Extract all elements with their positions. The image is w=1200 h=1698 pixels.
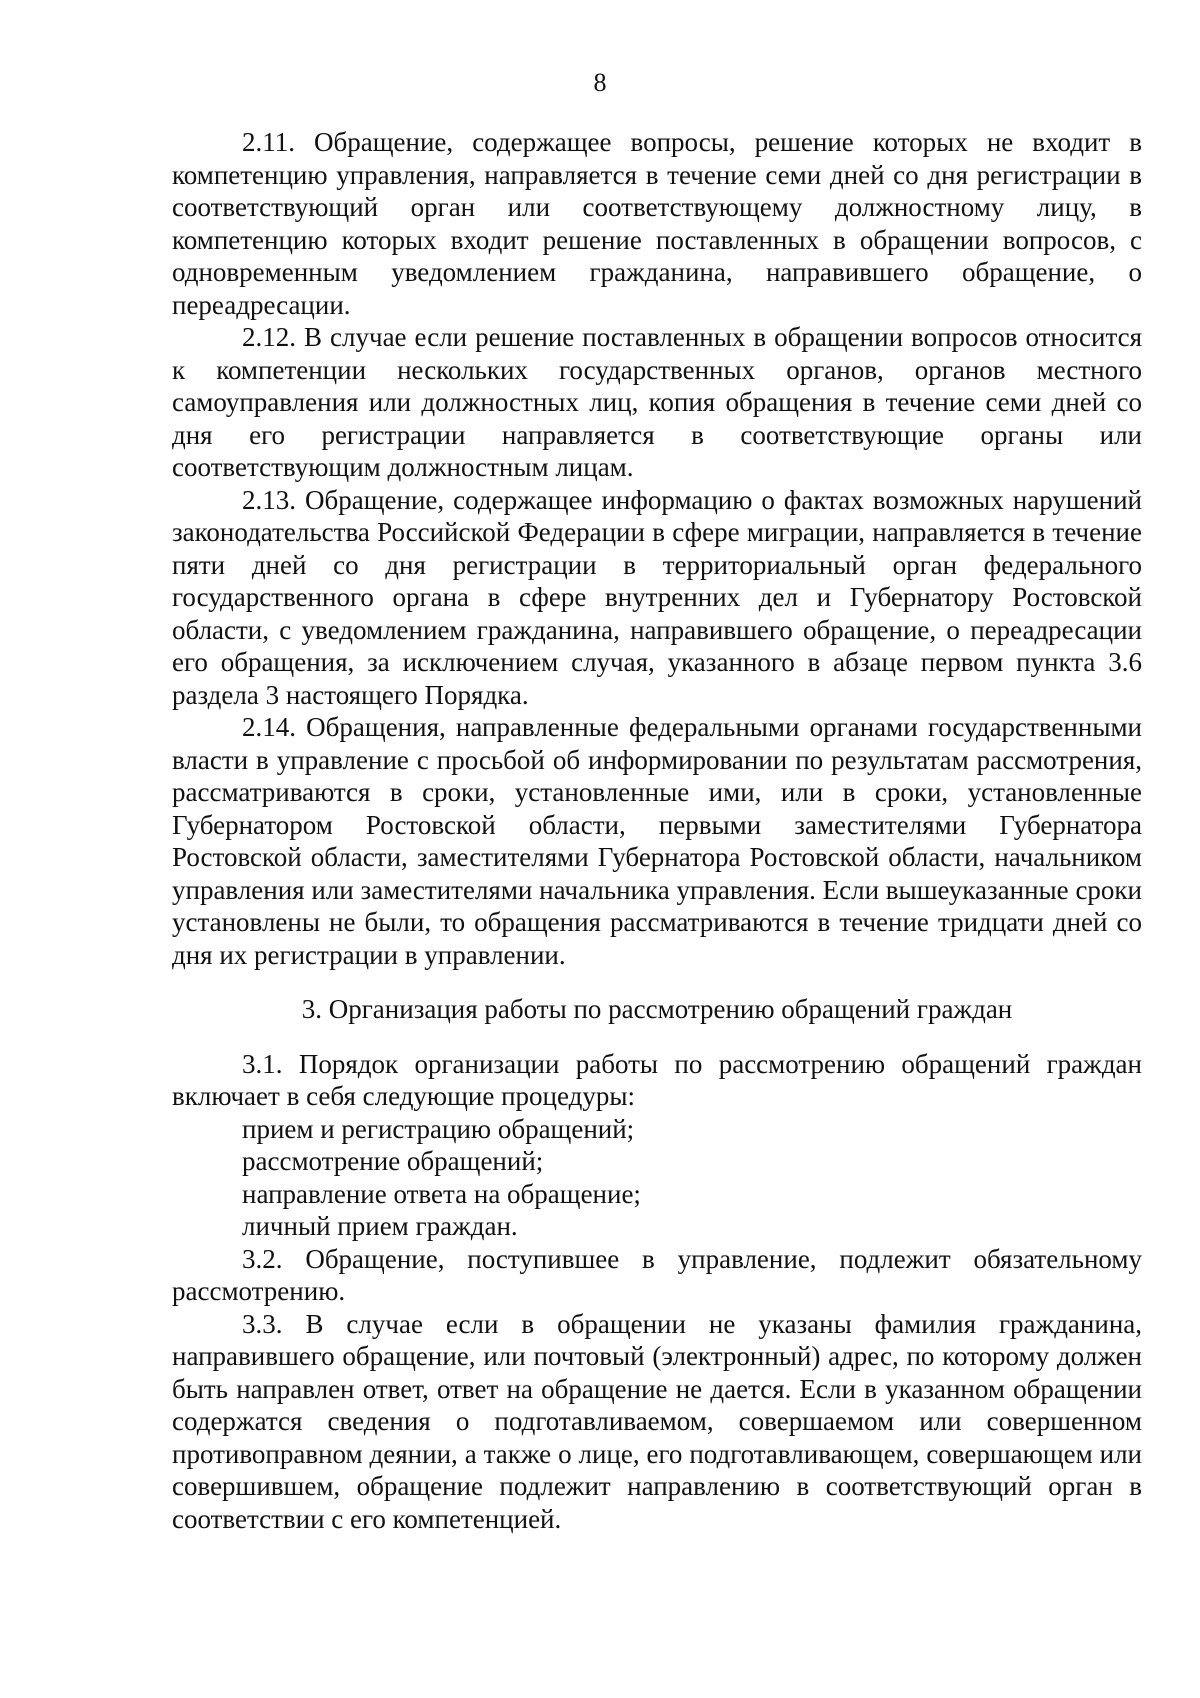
paragraph-3-3: 3.3. В случае если в обращении не указаны фамилия гражданина, направившего обращение, или почтовый (электронный) адрес, по которому должен быть направлен ответ, ответ на обращение не дается. Если в указанном обращении содержатся сведения о подготавливаемом, совершаемом или совершенном противоправном деянии, а также о лице, его подготавливающем, совершающем или совершившем, обращение подлежит направлению в соответствующий орган в соответствии с его компетенцией. xyxy=(172,1308,1142,1534)
document-body xyxy=(172,126,1142,1535)
page-number: 8 xyxy=(593,68,607,97)
paragraph-2-14: 2.14. Обращения, направленные федеральными органами государственными власти в управление с просьбой об информировании по результатам рассмотрения, рассматриваются в сроки, установленные ими, или в сроки, установленные Губернатором Ростовской области, первыми заместителями Губернатора Ростовской области, заместителями Губернатора Ростовской области, начальником управления или заместителями начальника управления. Если вышеуказанные сроки установлены не были, то обращения рассматриваются в течение тридцати дней со дня их регистрации в управлении. xyxy=(172,712,1142,970)
list-item-reception: прием и регистрацию обращений; xyxy=(242,1113,635,1144)
paragraph-3-1: 3.1. Порядок организации работы по рассмотрению обращений граждан включает в себя следующие процедуры: xyxy=(172,1048,1142,1111)
paragraph-2-12: 2.12. В случае если решение поставленных в обращении вопросов относится к компетенции нескольких государственных органов, органов местного самоуправления или должностных лиц, копия обращения в течение семи дней со дня его регистрации направляется в соответствующие органы или соответствующим должностным лицам. xyxy=(172,322,1142,482)
paragraph-3-2: 3.2. Обращение, поступившее в управление, подлежит обязательному рассмотрению. xyxy=(172,1243,1142,1306)
paragraph-2-11: 2.11. Обращение, содержащее вопросы, решение которых не входит в компетенцию управления, направляется в течение семи дней со дня регистрации в соответствующий орган или соответствующему должностному лицу, в компетенцию которых входит решение поставленных в обращении вопросов, с одновременным уведомлением гражданина, направившего обращение, о переадресации. xyxy=(172,127,1142,320)
list-item-review: рассмотрение обращений; xyxy=(242,1146,544,1176)
paragraph-2-13: 2.13. Обращение, содержащее информацию о фактах возможных нарушений законодательства Российской Федерации в сфере миграции, направляется в течение пяти дней со дня регистрации в территориальный орган федерального государственного органа в сфере внутренних дел и Губернатору Ростовской области, с уведомлением гражданина, направившего обращение, о переадресации его обращения, за исключением случая, указанного в абзаце первом пункта 3.6 раздела 3 настоящего Порядка. xyxy=(172,484,1142,710)
list-item-response: направление ответа на обращение; xyxy=(242,1178,641,1209)
list-item-personal-reception: личный прием граждан. xyxy=(242,1211,518,1241)
section-heading: 3. Организация работы по рассмотрению обращений граждан xyxy=(301,994,1013,1024)
